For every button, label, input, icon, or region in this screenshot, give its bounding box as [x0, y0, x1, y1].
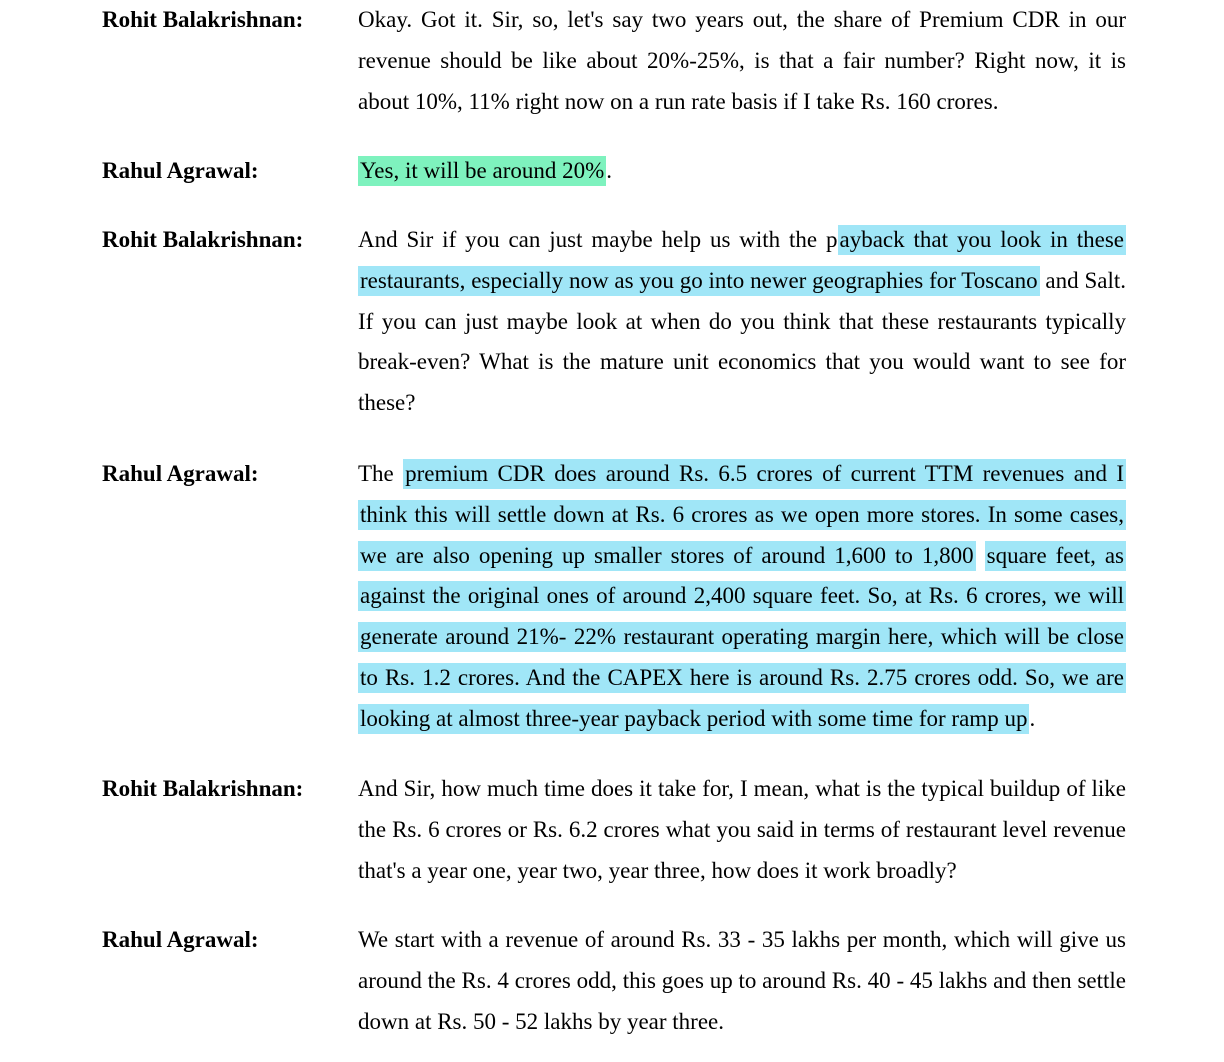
speech-segment: . — [1029, 705, 1036, 731]
speaker-name: Rahul Agrawal: — [102, 927, 259, 952]
speech-segment: And Sir if you can just maybe help us with the p — [358, 227, 838, 252]
speech-segment — [976, 543, 985, 568]
speech-segment: The — [358, 461, 404, 486]
speech-text — [358, 920, 1126, 1042]
highlighted-segment: square feet, as against the original ones of around 2,400 square feet. So, at Rs. 6 crores, we will generate around 21%- 22% restaurant operating margin here, which will be close to Rs. 1.2 crores. And the CAPEX here is around Rs. 2.75 crores odd. So, we are looking at almost three-year payback period with some time for ramp up — [358, 541, 1126, 734]
speech-text — [358, 769, 1126, 891]
highlighted-segment: Yes, it will be around 20% — [358, 156, 606, 186]
speaker-name: Rahul Agrawal: — [102, 461, 259, 486]
speech-text — [358, 454, 1126, 739]
speech-segment: . — [606, 158, 613, 183]
speech-text — [358, 0, 1126, 122]
speech-segment: and Salt. If you can just maybe look at when do you think that these restaurants typically break-even? What is the mature unit economics that you would want to see for these? — [358, 267, 1126, 415]
speaker-name: Rohit Balakrishnan: — [102, 227, 304, 252]
highlighted-segment: premium CDR does around Rs. 6.5 crores of current TTM revenues and I think this will settle down at Rs. 6 crores as we open more stores. In some cases, we are also opening up smaller stores of around 1,600 to 1,800 — [358, 459, 1126, 571]
speech-text — [358, 151, 1126, 192]
speaker-name: Rahul Agrawal: — [102, 158, 259, 183]
highlighted-segment: ayback that you look in these restaurants, especially now as you go into newer geographies for Toscano — [358, 225, 1126, 296]
speech-segment: Okay. Got it. Sir, so, let's say two years out, the share of Premium CDR in our revenue should be like about 20%-25%, is that a fair number? Right now, it is about 10%, 11% right now on a run rate basis if I take Rs. 160 crores. — [358, 7, 1126, 114]
speaker-name: Rohit Balakrishnan: — [102, 7, 304, 32]
speech-segment: We start with a revenue of around Rs. 33 - 35 lakhs per month, which will give us around the Rs. 4 crores odd, this goes up to around Rs. 40 - 45 lakhs and then settle down at Rs. 50 - 52 lakhs by year three. — [358, 927, 1126, 1034]
speech-segment: And Sir, how much time does it take for, I mean, what is the typical buildup of like the Rs. 6 crores or Rs. 6.2 crores what you said in terms of restaurant level revenue that's a year one, year two, year three, how does it work broadly? — [358, 776, 1126, 883]
speaker-name: Rohit Balakrishnan: — [102, 776, 304, 801]
speech-text — [358, 220, 1126, 424]
